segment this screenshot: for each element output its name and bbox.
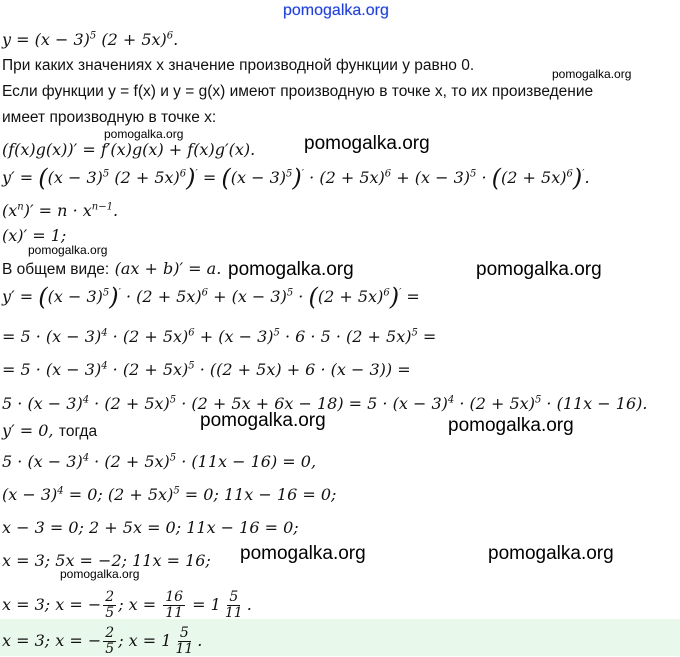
watermark: pomogalka.org — [60, 567, 140, 581]
watermark: pomogalka.org — [304, 133, 430, 154]
derivative-line-2: $y' = ((x - 3)^5)' \cdot (2 + 5x)^6 + (x - 3)^5 \cdot ((2 + 5x)^6)'$ = — [2, 283, 420, 311]
product-rule-formula: (f(x)g(x))′ = f′(x)g(x) + f(x)g′(x). — [2, 140, 256, 159]
equation-line-3: x − 3 = 0; 2 + 5x = 0; 11x − 16 = 0; — [2, 518, 299, 537]
watermark: pomogalka.org — [240, 543, 366, 564]
watermark: pomogalka.org — [228, 259, 354, 280]
solution-line: x = 3; x = − $\frac{2}{5}$ ; x = $\frac{16}{11}$ = 1 $\frac{5}{11}$ . — [2, 589, 252, 621]
function-line: $y = (x - 3)^5$ $(2 + 5x)^6$. — [2, 30, 179, 49]
identity-rule: (x)′ = 1; — [2, 226, 67, 245]
answer-line: x = 3; x = − $\frac{2}{5}$ ; x = 1 $\frac{5}{11}$ . — [2, 625, 203, 657]
zero-condition-line: y′ = 0, тогда — [2, 421, 98, 440]
derivative-line-5: $5 \cdot (x - 3)^4 \cdot (2 + 5x)^5 \cdot (2 + 5x + 6x - 18) = 5 \cdot (x - 3)^4 \cdot (2 + 5x)^5 \cdot (11x - 16)$. — [2, 394, 648, 413]
equation-line-1: $5 \cdot (x - 3)^4 \cdot (2 + 5x)^5 \cdot (11x - 16) = 0$, — [2, 452, 317, 471]
general-label: В общем виде: — [2, 261, 110, 278]
then-label: тогда — [58, 423, 98, 440]
watermark: pomogalka.org — [200, 410, 326, 431]
watermark: pomogalka.org — [28, 243, 108, 257]
equation-line-4: x = 3; 5x = −2; 11x = 16; — [2, 551, 211, 570]
question-line: При каких значениях x значение производной функции y равно 0. — [2, 57, 475, 74]
watermark: pomogalka.org — [448, 415, 574, 436]
derivative-line-3: = $5 \cdot (x - 3)^4 \cdot (2 + 5x)^6 + (x - 3)^5 \cdot 6 \cdot 5 \cdot (2 + 5x)^5$ = — [2, 327, 437, 346]
watermark: pomogalka.org — [104, 127, 184, 141]
rule-line-2: имеет производную в точке x: — [2, 109, 217, 126]
derivative-line-4: = $5 \cdot (x - 3)^4 \cdot (2 + 5x)^5 \cdot ((2 + 5x) + 6 \cdot (x - 3))$ = — [2, 360, 411, 379]
rule-line-1: Если функции y = f(x) и y = g(x) имеют производную в точке x, то их произведение — [2, 83, 594, 100]
watermark: pomogalka.org — [476, 259, 602, 280]
derivative-line-1: $y' = ((x - 3)^5$ $(2 + 5x)^6)' = ((x - 3)^5)' \cdot (2 + 5x)^6 + (x - 3)^5 \cdot ((2 + 5x)^6)'$. — [2, 164, 590, 192]
watermark: pomogalka.org — [552, 67, 632, 81]
equation-line-2: $(x - 3)^4 = 0$; $(2 + 5x)^5 = 0$; 11x − 16 = 0; — [2, 485, 337, 504]
watermark-top: pomogalka.org — [283, 2, 389, 19]
power-rule: $(x^n)' = n \cdot x^{n-1}$. — [2, 201, 119, 220]
function-text: y = (x − 3) — [2, 30, 90, 49]
general-form-line: В общем виде: (ax + b)′ = a. — [2, 259, 222, 278]
watermark: pomogalka.org — [488, 543, 614, 564]
